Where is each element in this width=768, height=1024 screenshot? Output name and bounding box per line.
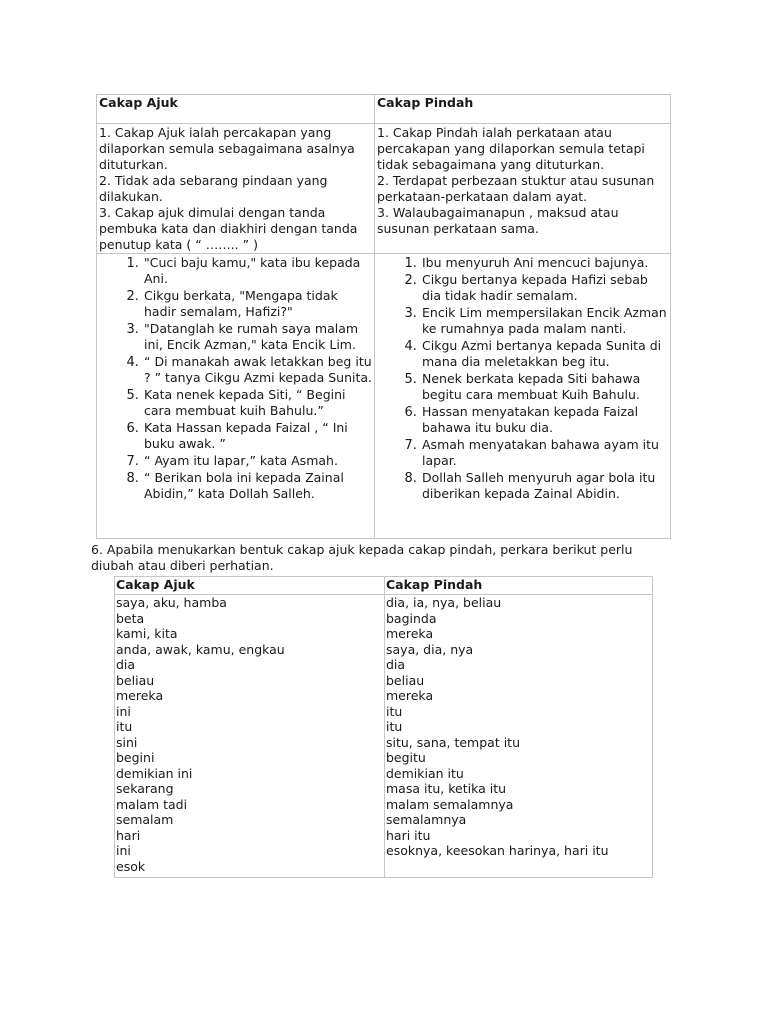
pindah-word: dia, ia, nya, beliau (386, 595, 502, 610)
pindah-word: malam semalamnya (386, 796, 514, 812)
pindah-word: itu (386, 719, 403, 734)
conversion-header-row (115, 577, 653, 595)
pindah-word: baginda (386, 610, 437, 626)
example-ajuk-item: 4. “ Di manakah awak letakkan beg itu ? ” tanya Cikgu Azmi kepada Sunita. (143, 354, 372, 386)
conversion-pindah-column (385, 595, 653, 878)
rule-ajuk-1: 1. Cakap Ajuk ialah percakapan yang dilaporkan semula sebagaimana asalnya dituturkan. (99, 125, 355, 172)
examples-cakap-ajuk (97, 254, 375, 539)
example-pindah-item: 1. Ibu menyuruh Ani mencuci bajunya. (421, 255, 668, 271)
rule-ajuk-3: 3. Cakap ajuk dimulai dengan tanda pembuka kata dan diakhiri dengan tanda penutup kata ( “ …….. ” ) (99, 205, 358, 252)
example-ajuk-item: 3. "Datanglah ke rumah saya malam ini, Encik Azman," kata Encik Lim. (143, 321, 372, 353)
pindah-word: beliau (386, 672, 425, 688)
conversion-header-pindah: Cakap Pindah (385, 577, 653, 595)
ajuk-word: dia (116, 657, 136, 672)
ajuk-word: saya, aku, hamba (116, 595, 227, 610)
ajuk-word: beliau (116, 672, 155, 688)
ajuk-word: itu (116, 719, 133, 734)
rules-row (97, 124, 671, 254)
comparison-header-row (97, 95, 671, 124)
example-pindah-item: 8. Dollah Salleh menyuruh agar bola itu diberikan kepada Zainal Abidin. (421, 470, 668, 502)
example-ajuk-item: 5. Kata nenek kepada Siti, “ Begini cara membuat kuih Bahulu.” (143, 387, 372, 419)
example-ajuk-item: 1. "Cuci baju kamu," kata ibu kepada Ani. (143, 255, 372, 287)
rule-pindah-2: 2. Terdapat perbezaan stuktur atau susunan perkataan-perkataan dalam ayat. (377, 173, 655, 204)
example-pindah-item: 3. Encik Lim mempersilakan Encik Azman ke rumahnya pada malam nanti. (421, 305, 668, 337)
ajuk-word: sini (116, 734, 138, 750)
rules-cakap-pindah (375, 124, 671, 254)
conversion-table (114, 576, 653, 878)
example-ajuk-item: 7. “ Ayam itu lapar,” kata Asmah. (143, 453, 372, 469)
ajuk-word: beta (116, 610, 145, 626)
pindah-word: situ, sana, tempat itu (386, 734, 520, 750)
comparison-table (96, 94, 671, 539)
example-pindah-item: 7. Asmah menyatakan bahawa ayam itu lapar. (421, 437, 668, 469)
note-paragraph: 6. Apabila menukarkan bentuk cakap ajuk kepada cakap pindah, perkara berikut perlu diubah atau diberi perhatian. (91, 542, 633, 573)
pindah-word: esoknya, keesokan harinya, hari itu (386, 843, 609, 858)
example-pindah-item: 6. Hassan menyatakan kepada Faizal bahawa itu buku dia. (421, 404, 668, 436)
examples-pindah-list (377, 255, 668, 502)
pindah-word: demikian itu (386, 765, 464, 781)
ajuk-word: anda, awak, kamu, engkau (116, 641, 285, 657)
examples-ajuk-list (99, 255, 372, 502)
pindah-word: itu (386, 703, 403, 719)
ajuk-word: malam tadi (116, 796, 188, 812)
ajuk-word: begini (116, 750, 155, 765)
header-cakap-pindah: Cakap Pindah (375, 95, 671, 124)
pindah-word: semalamnya (386, 812, 467, 827)
pindah-word: begitu (386, 750, 426, 765)
ajuk-word: ini (116, 843, 131, 858)
conversion-header-ajuk: Cakap Ajuk (115, 577, 385, 595)
ajuk-word: hari (116, 827, 141, 843)
example-pindah-item: 5. Nenek berkata kepada Siti bahawa begitu cara membuat Kuih Bahulu. (421, 371, 668, 403)
rule-pindah-1: 1. Cakap Pindah ialah perkataan atau percakapan yang dilaporkan semula tetapi tidak sebagaimana yang dituturkan. (377, 125, 645, 172)
ajuk-word: kami, kita (116, 626, 178, 641)
ajuk-word: sekarang (116, 781, 174, 796)
rules-cakap-ajuk (97, 124, 375, 254)
ajuk-word: ini (116, 703, 131, 719)
example-ajuk-item: 2. Cikgu berkata, "Mengapa tidak hadir semalam, Hafizi?" (143, 288, 372, 320)
pindah-word: mereka (386, 688, 434, 703)
ajuk-word: semalam (116, 812, 174, 827)
pindah-word: dia (386, 657, 406, 672)
example-pindah-item: 2. Cikgu bertanya kepada Hafizi sebab dia tidak hadir semalam. (421, 272, 668, 304)
pindah-word: saya, dia, nya (386, 641, 474, 657)
ajuk-word: demikian ini (116, 765, 193, 781)
example-ajuk-item: 8. “ Berikan bola ini kepada Zainal Abidin,” kata Dollah Salleh. (143, 470, 372, 502)
example-ajuk-item: 6. Kata Hassan kepada Faizal , “ Ini buku awak. ” (143, 420, 372, 452)
conversion-body-row (115, 595, 653, 878)
ajuk-word: mereka (116, 688, 164, 703)
pindah-word: masa itu, ketika itu (386, 781, 507, 796)
conversion-ajuk-column (115, 595, 385, 878)
pindah-word: mereka (386, 626, 434, 641)
header-cakap-ajuk: Cakap Ajuk (97, 95, 375, 124)
ajuk-word: esok (116, 858, 146, 874)
pindah-word: hari itu (386, 827, 431, 843)
rule-ajuk-2: 2. Tidak ada sebarang pindaan yang dilakukan. (99, 173, 328, 204)
examples-row (97, 254, 671, 539)
rule-pindah-3: 3. Walaubagaimanapun , maksud atau susunan perkataan sama. (377, 205, 619, 236)
examples-cakap-pindah (375, 254, 671, 539)
example-pindah-item: 4. Cikgu Azmi bertanya kepada Sunita di mana dia meletakkan beg itu. (421, 338, 668, 370)
